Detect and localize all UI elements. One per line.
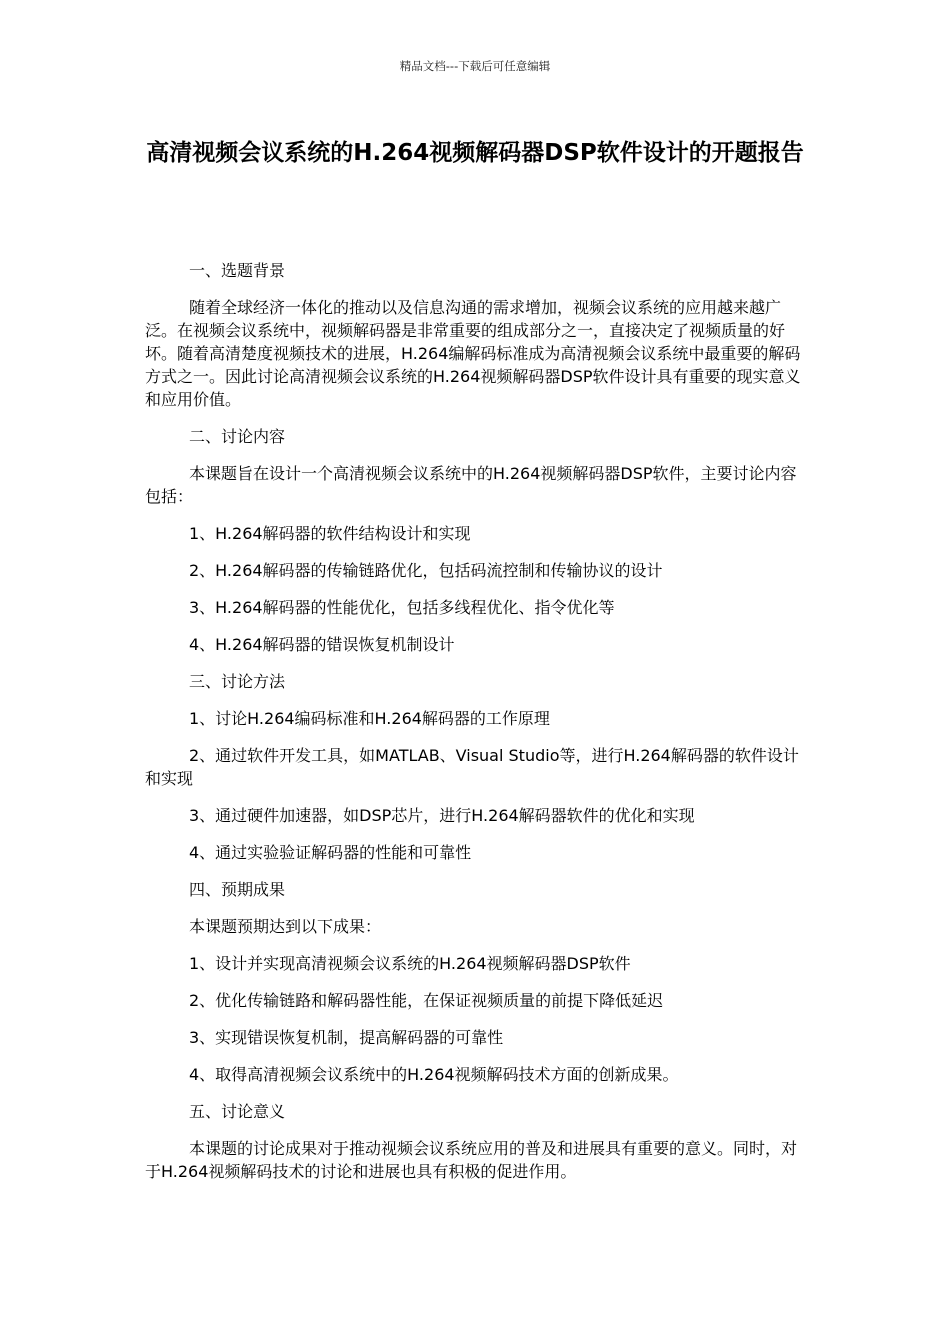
method-item-2: 2、通过软件开发工具，如MATLAB、Visual Studio等，进行H.264解码器的软件设计和实现 (145, 746, 799, 788)
results-intro: 本课题预期达到以下成果： (189, 917, 382, 936)
method-item-3: 3、通过硬件加速器，如DSP芯片，进行H.264解码器软件的优化和实现 (189, 806, 695, 825)
method-item-4: 4、通过实验验证解码器的性能和可靠性 (189, 843, 472, 862)
document-body (145, 259, 805, 1197)
content-item-1: 1、H.264解码器的软件结构设计和实现 (189, 524, 471, 543)
content-item-2: 2、H.264解码器的传输链路优化，包括码流控制和传输协议的设计 (189, 561, 663, 580)
results-item-2: 2、优化传输链路和解码器性能，在保证视频质量的前提下降低延迟 (189, 991, 664, 1010)
page-header: 精品文档---下载后可任意编辑 (399, 59, 551, 73)
results-item-1: 1、设计并实现高清视频会议系统的H.264视频解码器DSP软件 (189, 954, 631, 973)
section-heading-significance: 五、讨论意义 (189, 1102, 286, 1121)
content-item-4: 4、H.264解码器的错误恢复机制设计 (189, 635, 455, 654)
section-heading-results: 四、预期成果 (189, 880, 286, 899)
section-heading-content: 二、讨论内容 (189, 427, 286, 446)
section-heading-background: 一、选题背景 (189, 261, 286, 280)
section-heading-method: 三、讨论方法 (189, 672, 286, 691)
method-item-1: 1、讨论H.264编码标准和H.264解码器的工作原理 (189, 709, 550, 728)
results-item-4: 4、取得高清视频会议系统中的H.264视频解码技术方面的创新成果。 (189, 1065, 679, 1084)
results-item-3: 3、实现错误恢复机制，提高解码器的可靠性 (189, 1028, 504, 1047)
content-intro-paragraph: 本课题旨在设计一个高清视频会议系统中的H.264视频解码器DSP软件，主要讨论内容包括： (145, 464, 797, 506)
background-paragraph: 随着全球经济一体化的推动以及信息沟通的需求增加，视频会议系统的应用越来越广泛。在视频会议系统中，视频解码器是非常重要的组成部分之一，直接决定了视频质量的好坏。随着高清楚度视频技术的进展，H.264编解码标准成为高清视频会议系统中最重要的解码方式之一。因此讨论高清视频会议系统的H.264视频解码器DSP软件设计具有重要的现实意义和应用价值。 (145, 298, 801, 409)
content-item-3: 3、H.264解码器的性能优化，包括多线程优化、指令优化等 (189, 598, 615, 617)
document-title: 高清视频会议系统的H.264视频解码器DSP软件设计的开题报告 (146, 140, 804, 166)
significance-paragraph: 本课题的讨论成果对于推动视频会议系统应用的普及和进展具有重要的意义。同时，对于H.264视频解码技术的讨论和进展也具有积极的促进作用。 (145, 1139, 798, 1181)
